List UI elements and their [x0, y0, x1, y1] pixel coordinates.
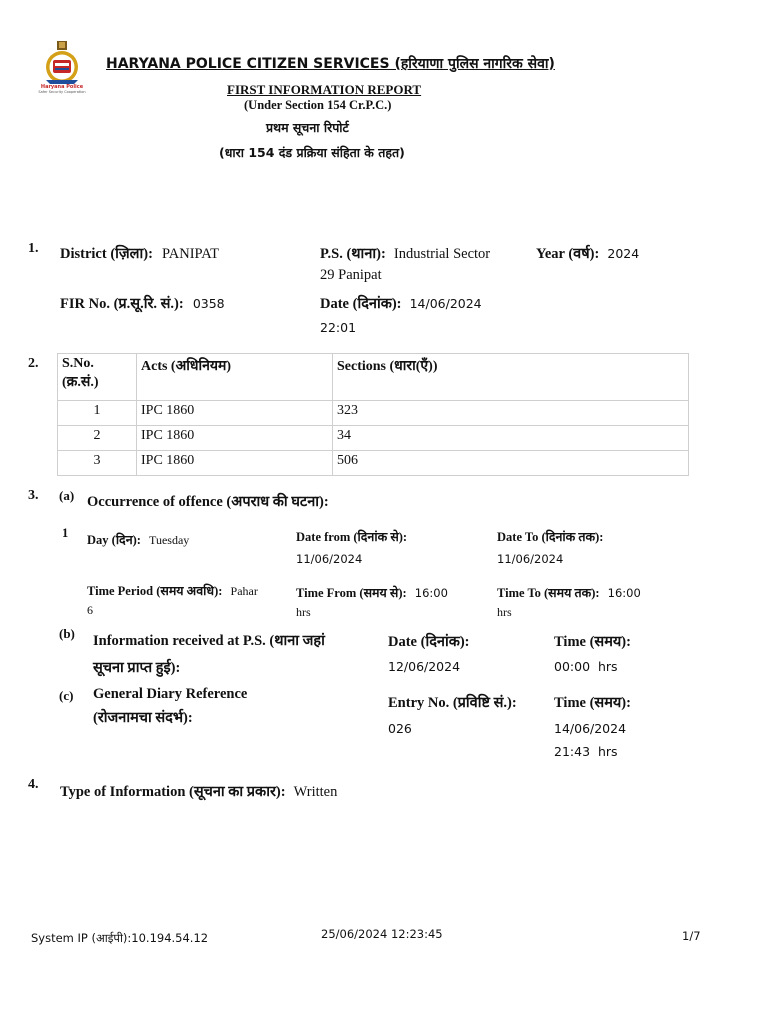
time-from-field: [296, 582, 486, 620]
diary-time-label: Time (समय):: [554, 695, 631, 711]
section-1-number: 1.: [28, 241, 39, 256]
date-from-label: Date from (दिनांक से):: [296, 530, 408, 544]
entry-number-value: 026: [388, 721, 412, 736]
report-title: FIRST INFORMATION REPORT: [227, 82, 422, 97]
footer-page-number: 1/7: [682, 929, 701, 943]
information-type-field: [60, 781, 337, 801]
time-to-field: [497, 582, 687, 620]
occurrence-title: Occurrence of offence (अपराध की घटना):: [87, 494, 329, 510]
time-to-value: 16:00: [607, 586, 641, 600]
day-label: Day (दिन):: [87, 533, 141, 547]
footer-system-ip: System IP (आईपी):10.194.54.12: [31, 931, 209, 945]
info-date-label: Date (दिनांक):: [388, 634, 470, 650]
general-diary-title: [93, 686, 247, 727]
row-section: 323: [333, 401, 689, 426]
info-date-value: 12/06/2024: [388, 659, 461, 674]
ps-value-line1: Industrial Sector: [393, 246, 491, 262]
time-period-label: Time Period (समय अवधि):: [87, 584, 223, 598]
logo-text: Haryana Police: [40, 84, 84, 90]
row-sno: 1: [58, 401, 137, 426]
general-diary-title-line1: General Diary Reference: [93, 686, 248, 702]
row-act: IPC 1860: [137, 401, 333, 426]
time-from-value: 16:00: [414, 586, 448, 600]
sno-header-label-hindi: (क्र.सं.): [62, 375, 99, 390]
day-field: [87, 529, 189, 548]
subsection-b-label: (b): [59, 626, 75, 641]
entry-number-field: [388, 692, 517, 736]
sections-header: Sections (धारा(एँ)): [333, 354, 689, 401]
district-label: District (ज़िला):: [60, 246, 153, 262]
date-from-value: 11/06/2024: [296, 552, 363, 566]
section-3-number: 3.: [28, 488, 39, 503]
info-time-value: 00:00 hrs: [554, 659, 618, 674]
info-time-field: [554, 631, 631, 674]
row-sno: 2: [58, 426, 137, 451]
year-value: 2024: [607, 246, 640, 261]
footer-timestamp: 25/06/2024 12:23:45: [321, 927, 443, 941]
year-label: Year (वर्ष):: [536, 246, 600, 262]
fir-date-value: 14/06/2024: [409, 296, 482, 311]
time-to-label: Time To (समय तक):: [497, 586, 600, 600]
time-to-unit: hrs: [497, 605, 512, 619]
entry-number-label: Entry No. (प्रविष्टि सं.):: [388, 695, 517, 711]
acts-header: Acts (अधिनियम): [137, 354, 333, 401]
district-value: PANIPAT: [162, 246, 219, 262]
fir-label: FIR No. (प्र.सू.रि. सं.):: [60, 296, 184, 312]
fir-date-label: Date (दिनांक):: [320, 296, 402, 312]
section-2-number: 2.: [28, 356, 39, 371]
diary-time-field: [554, 692, 631, 759]
row-act: IPC 1860: [137, 426, 333, 451]
haryana-police-logo: [38, 40, 86, 98]
sno-header-label: S.No.: [62, 356, 94, 371]
ps-label: P.S. (थाना):: [320, 246, 386, 262]
time-period-field: [87, 580, 277, 618]
logo-subtext: Safer Security Cooperation: [38, 90, 86, 94]
info-received-title: [93, 630, 383, 677]
info-received-title-line1: Information received at P.S. (थाना जहां: [93, 633, 325, 649]
year-field: [536, 243, 639, 263]
fir-date-field: [320, 293, 482, 313]
acts-sections-table: [57, 353, 689, 476]
org-title: HARYANA POLICE CITIZEN SERVICES (हरियाणा पुलिस नागरिक सेवा): [106, 56, 555, 72]
table-header-row: [58, 354, 689, 401]
fir-value: 0358: [192, 296, 225, 311]
row-sno: 3: [58, 451, 137, 476]
date-from-field: [296, 528, 407, 566]
information-type-label: Type of Information (सूचना का प्रकार):: [60, 784, 286, 800]
sno-header: [58, 354, 137, 401]
info-time-label: Time (समय):: [554, 634, 631, 650]
general-diary-title-line2: (रोजनामचा संदर्भ):: [93, 710, 193, 726]
table-row: [58, 451, 689, 476]
date-to-label: Date To (दिनांक तक):: [497, 530, 604, 544]
row-act: IPC 1860: [137, 451, 333, 476]
subsection-c-label: (c): [59, 688, 74, 703]
date-to-field: [497, 528, 603, 566]
time-period-value-1: Pahar: [230, 584, 258, 598]
ps-value-line2: 29 Panipat: [320, 267, 382, 283]
table-row: [58, 401, 689, 426]
fir-number-field: [60, 293, 225, 313]
section-4-number: 4.: [28, 777, 39, 792]
table-row: [58, 426, 689, 451]
info-date-field: [388, 631, 470, 674]
day-value: Tuesday: [149, 533, 190, 547]
fir-time-value: 22:01: [320, 320, 357, 335]
subsection-a-label: (a): [59, 488, 75, 503]
date-to-value: 11/06/2024: [497, 552, 564, 566]
district-field: [60, 243, 219, 263]
time-from-label: Time From (समय से):: [296, 586, 407, 600]
info-received-title-line2: सूचना प्राप्त हुई):: [93, 660, 181, 676]
report-title-hindi: प्रथम सूचना रिपोर्ट: [266, 120, 349, 135]
police-station-field: [320, 243, 525, 287]
time-from-unit: hrs: [296, 605, 311, 619]
report-subtitle: (Under Section 154 Cr.P.C.): [244, 98, 392, 112]
diary-time-value-1: 14/06/2024: [554, 721, 627, 736]
information-type-value: Written: [293, 784, 338, 800]
diary-time-value-2: 21:43 hrs: [554, 744, 618, 759]
time-period-value-2: 6: [87, 603, 93, 617]
occurrence-item-number: 1: [62, 526, 69, 540]
report-subtitle-hindi: (धारा 154 दंड प्रक्रिया संहिता के तहत): [219, 145, 405, 160]
row-section: 34: [333, 426, 689, 451]
row-section: 506: [333, 451, 689, 476]
